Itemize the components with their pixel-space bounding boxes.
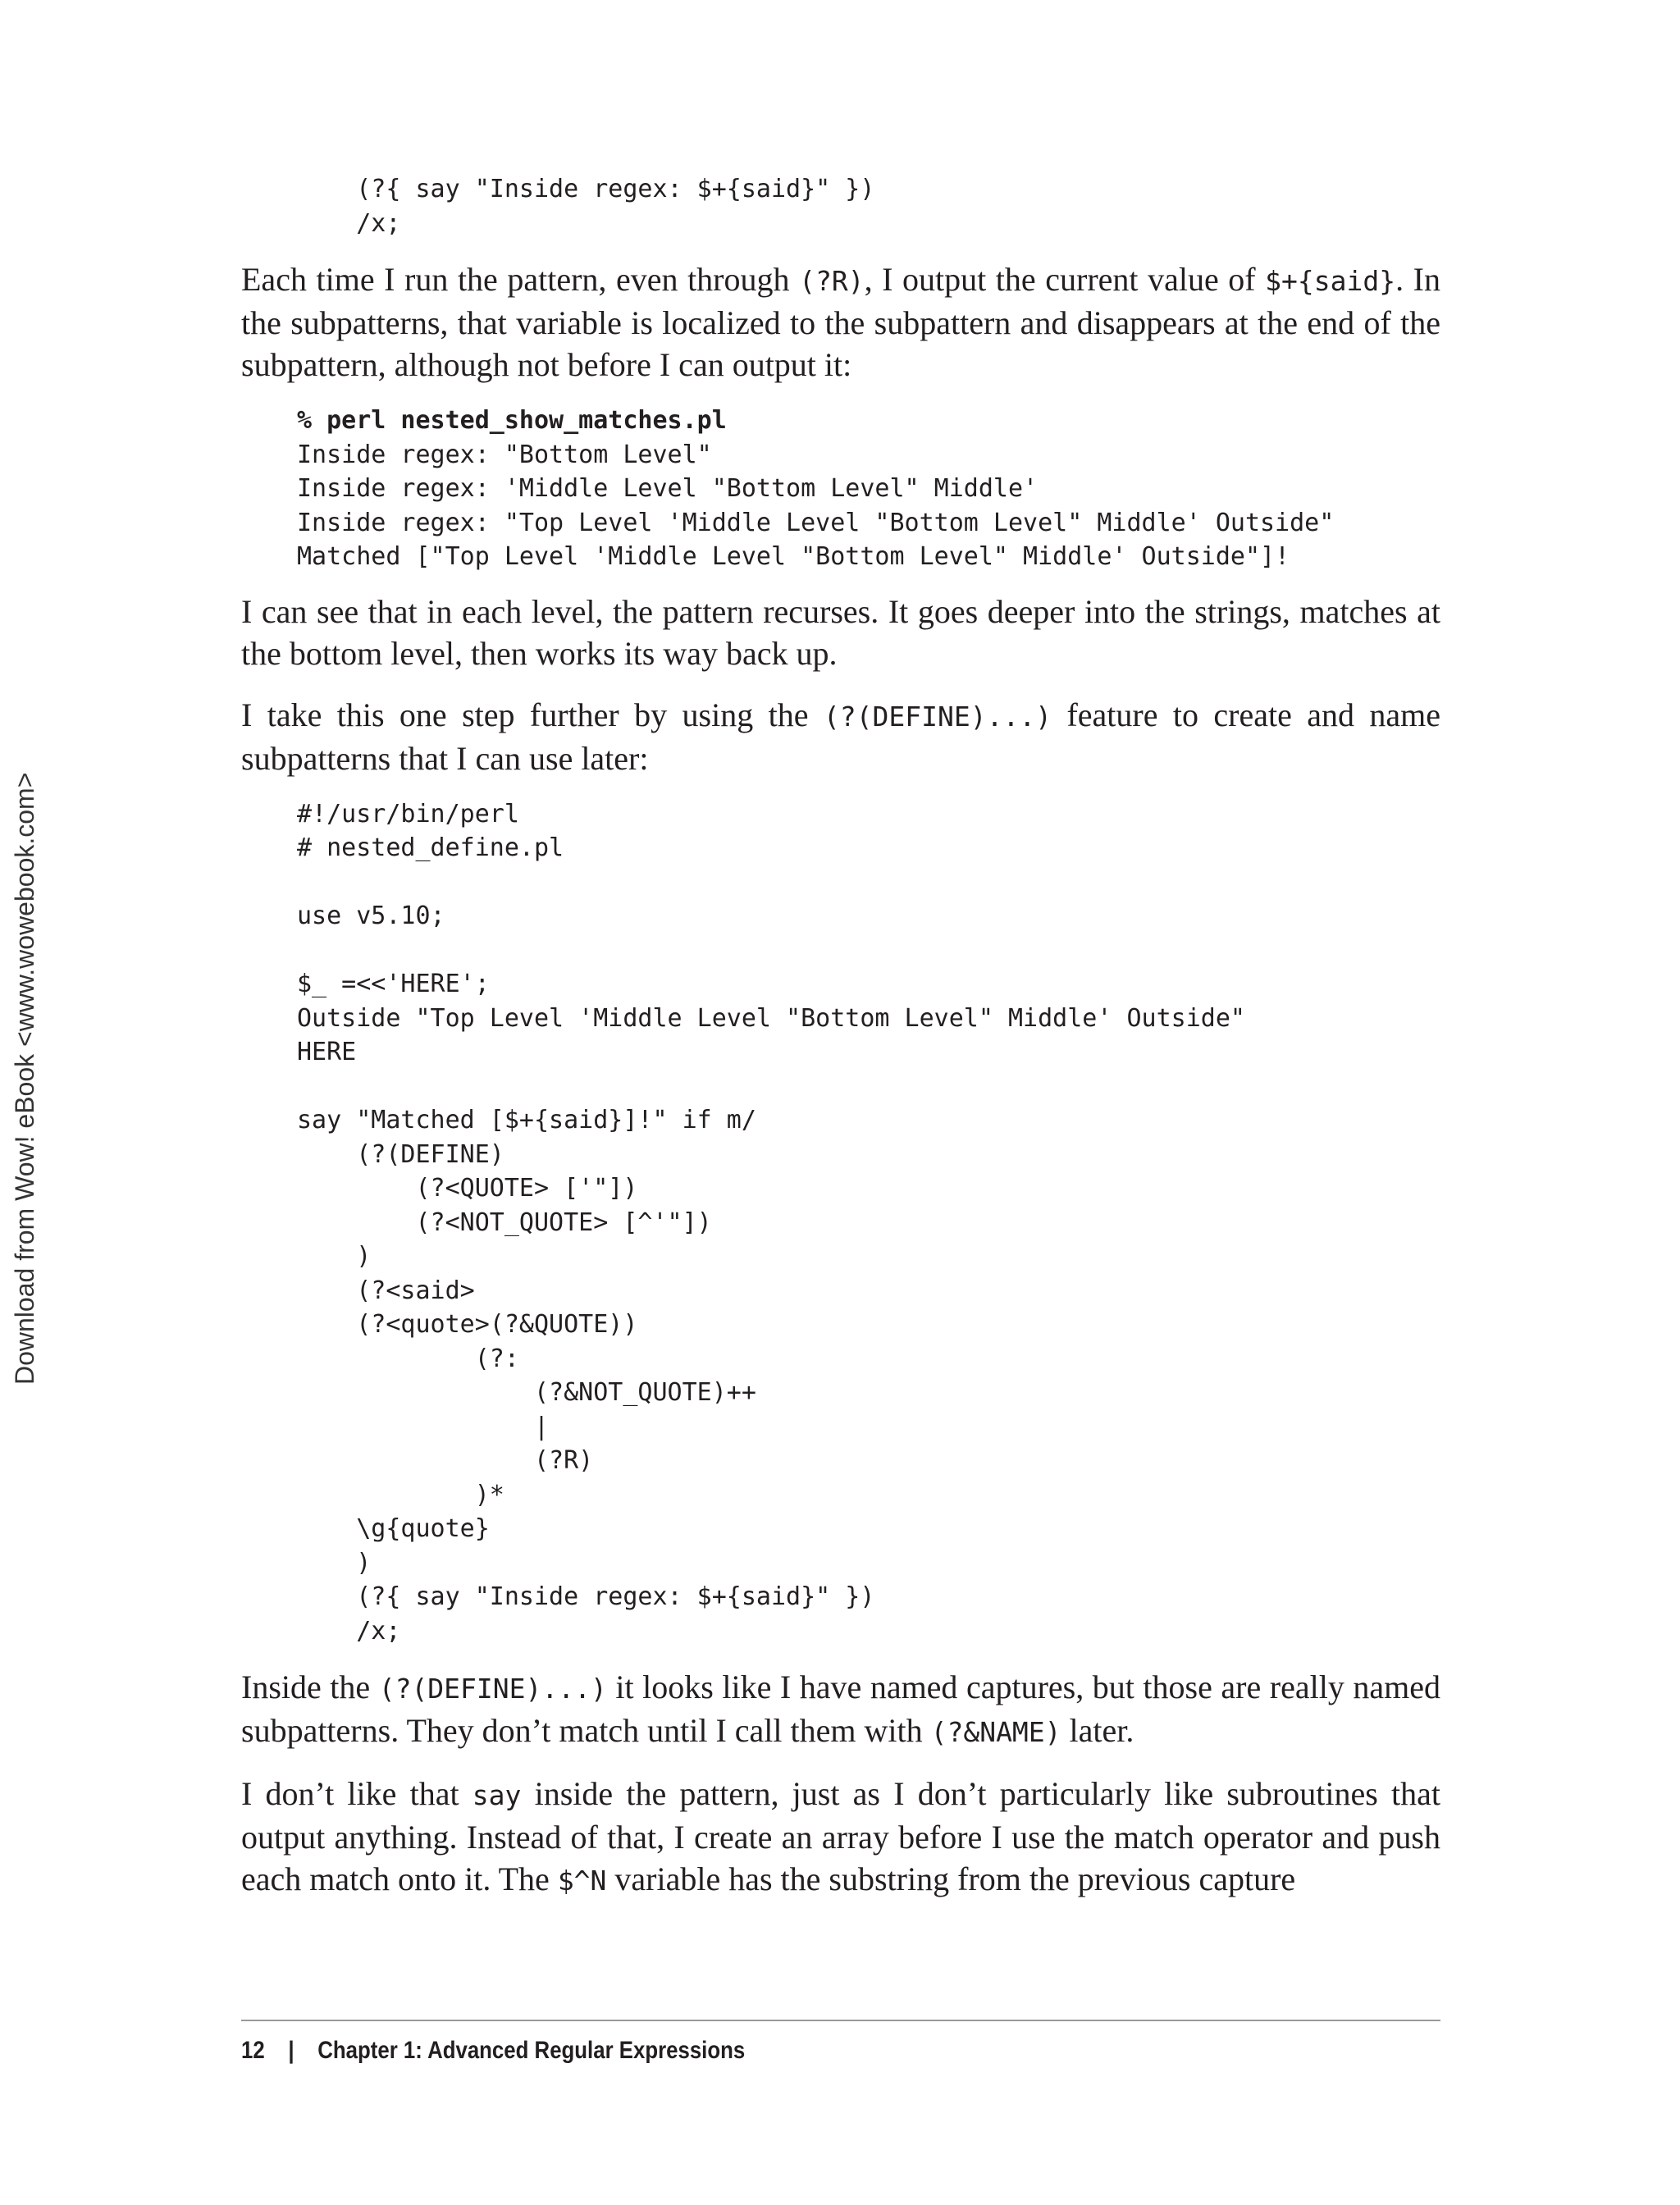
code-block-top: (?{ say "Inside regex: $+{said}" }) /x;	[356, 175, 875, 238]
chapter-title: Chapter 1: Advanced Regular Expressions	[317, 2037, 746, 2064]
paragraph-3: I take this one step further by using the (?(DEFINE)...) feature to create and name subpatterns that I can use later:	[241, 696, 1441, 777]
paragraph-5: I don’t like that say inside the pattern, just as I don’t particularly like subroutines that output anything. Instead of that, I create an array before I use the match operator and push each match onto it. The $^N variable has the substring from the previous capture	[241, 1775, 1440, 1897]
paragraph-1: Each time I run the pattern, even through (?R), I output the current value of $+{said}. In the subpatterns, that variable is localized to the subpattern and disappears at the end of the subpattern, although not before I can output it:	[241, 261, 1440, 383]
command-output: Inside regex: "Bottom Level" Inside regex: 'Middle Level "Bottom Level" Middle' Inside regex: "Top Level 'Middle Level "Bottom Level" Middle' Outside" Matched ["Top Level 'Middle Level "Bottom Level" Middle' Outside"]!	[297, 440, 1335, 571]
code-block-nested-define: #!/usr/bin/perl # nested_define.pl use v5.10; $_ =<<'HERE'; Outside "Top Level 'Middle Level "Bottom Level" Middle' Outside" HERE say "Matched [$+{said}]!" if m/ (?(DEFINE) (?<QUOTE> ['"]) (?<NOT_QUOTE> [^'"]) ) (?<said> (?<quote>(?&QUOTE)) (?: (?&NOT_QUOTE)++ | (?R) )* \g{quote} ) (?{ say "Inside regex: $+{said}" }) /x;	[297, 799, 1245, 1646]
paragraph-4: Inside the (?(DEFINE)...) it looks like I have named captures, but those are really named subpatterns. They don’t match until I call them with (?&NAME) later.	[241, 1669, 1440, 1749]
paragraph-2: I can see that in each level, the pattern recurses. It goes deeper into the strings, matches at the bottom level, then works its way back up.	[241, 592, 1440, 672]
download-watermark: Download from Wow! eBook <www.wowebook.com>	[10, 772, 39, 1385]
code-block-output	[297, 404, 1440, 574]
page-body	[241, 172, 1440, 1901]
page-number: 12	[241, 2037, 265, 2064]
footer-separator: |	[288, 2037, 294, 2064]
command-line: % perl nested_show_matches.pl	[297, 406, 727, 435]
footer-divider	[241, 2020, 1440, 2021]
page-footer	[241, 2034, 745, 2067]
